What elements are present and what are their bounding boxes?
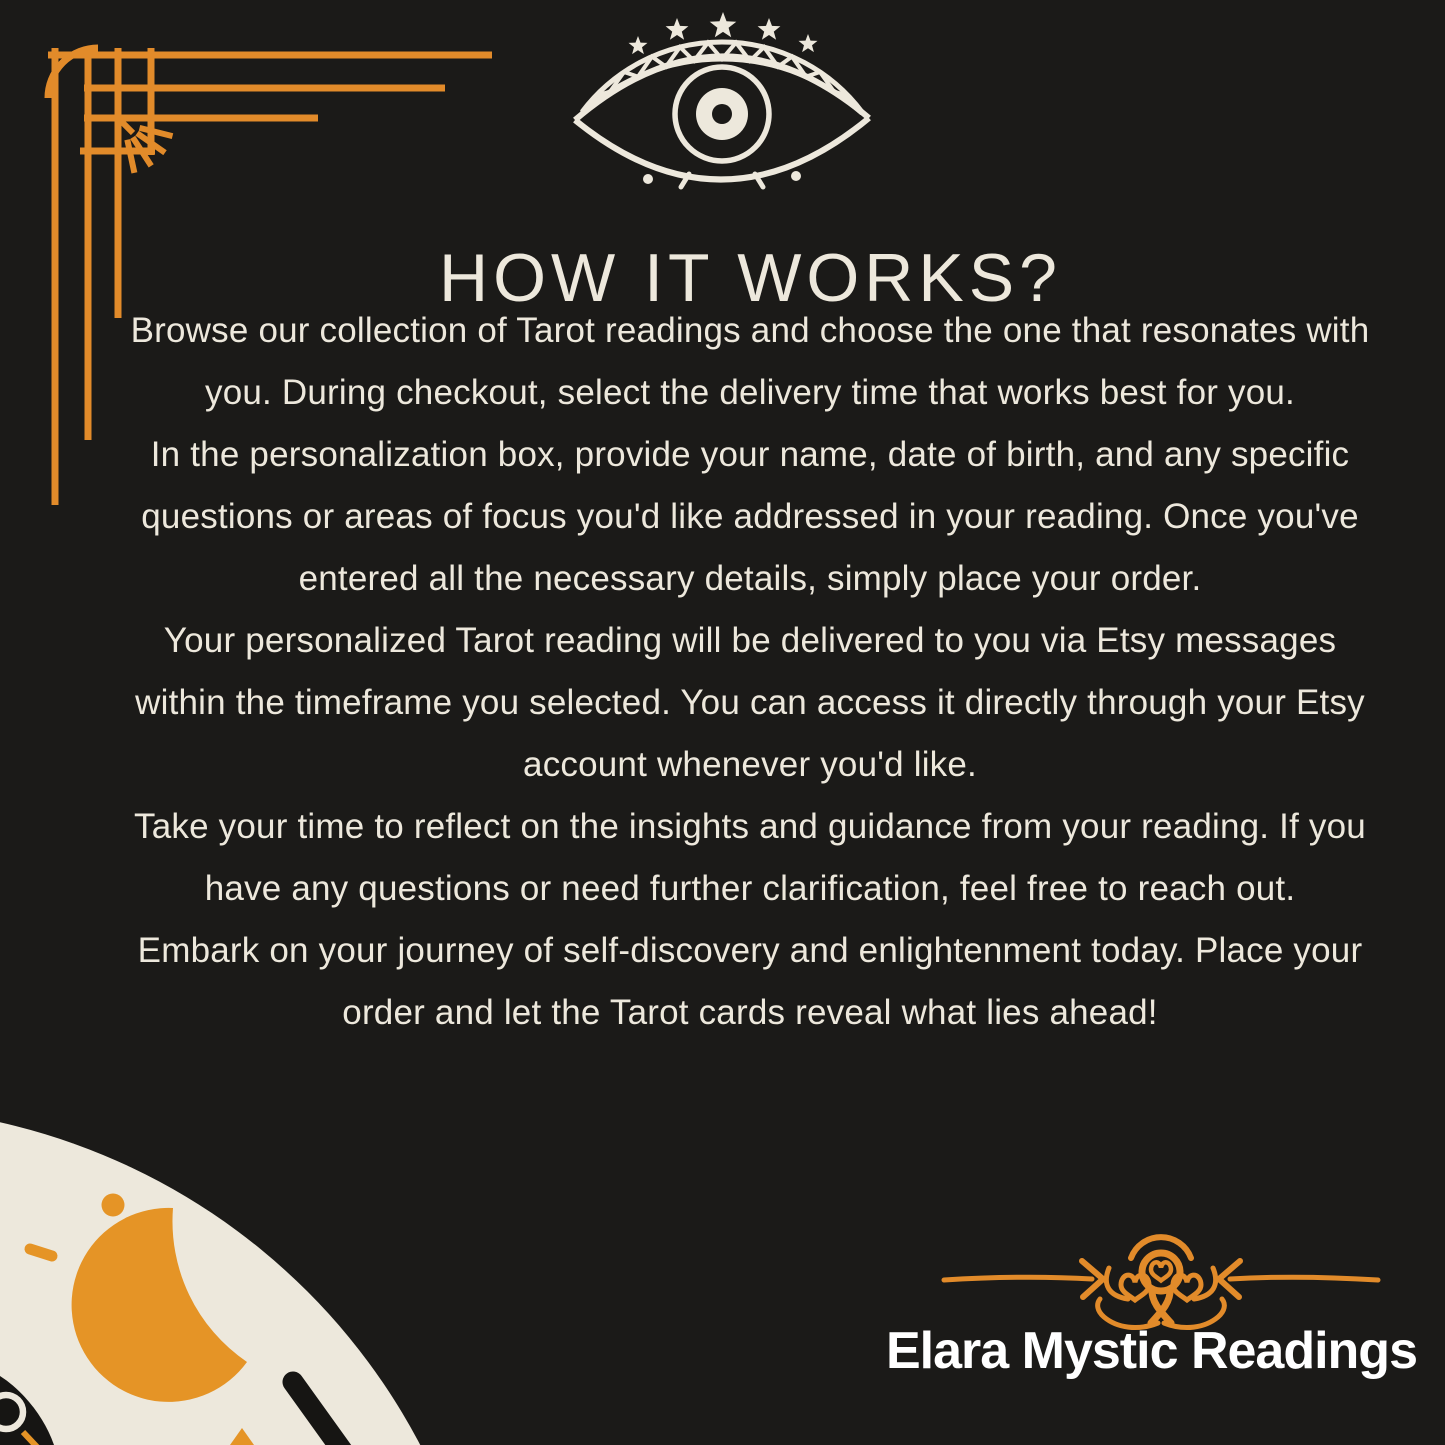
divider-right-line: [1230, 1277, 1378, 1280]
moon-dash: [30, 1249, 52, 1256]
body-paragraph: Take your time to reflect on the insights and guidance from your reading. If you have any questions or need further clarification, feel free to reach out.: [134, 807, 1366, 908]
body-paragraph: Browse our collection of Tarot readings and choose the one that resonates with you. During checkout, select the delivery time that works best for you.: [130, 311, 1370, 412]
crescent-moon-illustration: [0, 1060, 460, 1445]
brand-name: Elara Mystic Readings: [886, 1322, 1417, 1380]
cream-circle-backdrop: [0, 1107, 460, 1445]
moon-dot-small: [117, 1240, 128, 1251]
eye-stars: [629, 12, 818, 54]
divider-left-line: [944, 1277, 1092, 1280]
ornament-sunburst-icon: [118, 118, 173, 173]
heart-icon: [1151, 1262, 1171, 1280]
star-icon: [758, 18, 781, 40]
lash-dot: [643, 174, 653, 184]
body-paragraph: Embark on your journey of self-discovery and enlightenment today. Place your order and let the Tarot cards reveal what lies ahead!: [137, 931, 1363, 1032]
body-text: [125, 300, 1375, 1044]
page-title: HOW IT WORKS?: [439, 239, 1062, 316]
moon-dot-large: [102, 1194, 125, 1217]
pupil-hole: [712, 104, 732, 124]
body-paragraph: In the personalization box, provide your name, date of birth, and any specific questions or areas of focus you'd like addressed in your reading. Once you've entered all the necessary details, simply place your order.: [141, 435, 1359, 598]
body-paragraph: Your personalized Tarot reading will be delivered to you via Etsy messages within the timeframe you selected. You can access it directly through your Etsy account whenever you'd like.: [135, 621, 1365, 784]
star-icon: [629, 36, 648, 54]
lash-dot: [791, 171, 801, 181]
third-eye-icon: [552, 2, 892, 202]
star-icon: [666, 18, 689, 40]
star-icon: [710, 12, 737, 37]
star-icon: [799, 34, 818, 52]
